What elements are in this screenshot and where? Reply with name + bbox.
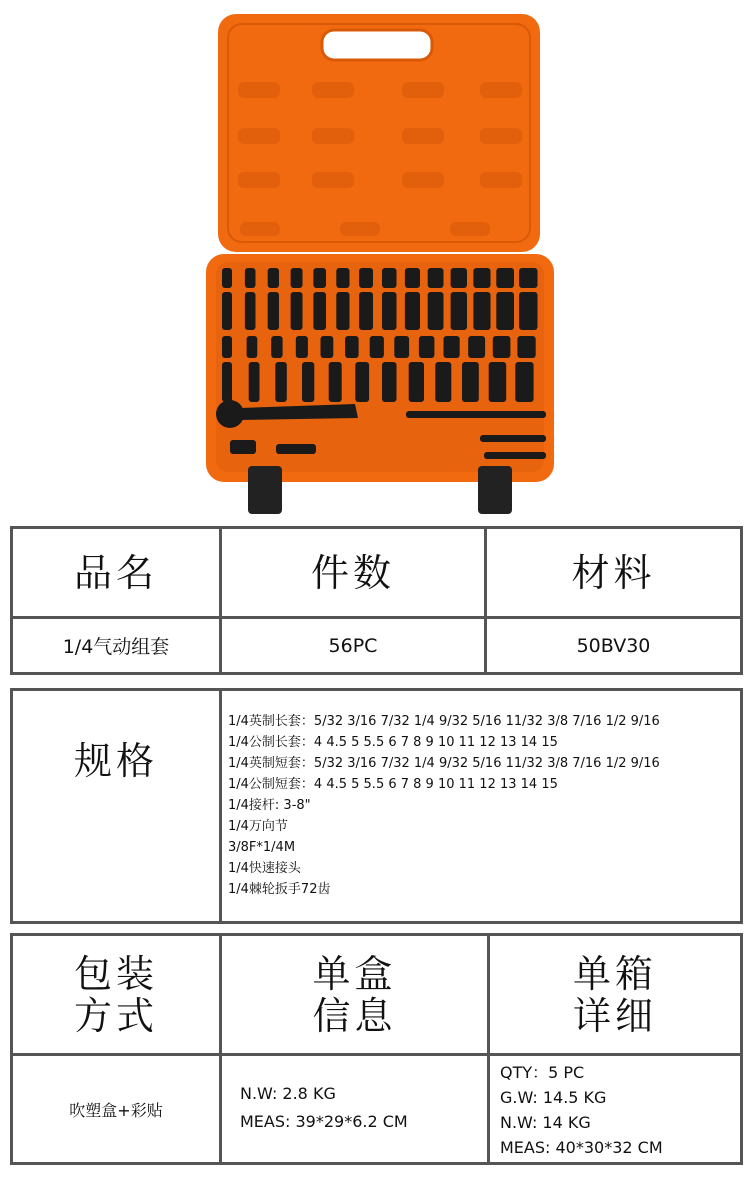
socket [382,362,397,402]
socket [268,292,279,330]
socket [382,292,397,330]
socket [405,268,420,288]
socket [359,292,373,330]
socket [444,336,460,358]
spec-line: 1/4公制短套：4 4.5 5 5.5 6 7 8 9 10 11 12 13 14 15 [228,777,558,792]
socket [473,268,490,288]
spec-line: 1/4公制长套：4 4.5 5 5.5 6 7 8 9 10 11 12 13 14 15 [228,735,558,750]
socket [222,362,232,402]
header-quantity: 件数 [310,550,395,595]
socket [428,268,444,288]
socket [435,362,451,402]
socket [370,336,384,358]
value-material: 50BV30 [576,634,651,657]
socket [405,292,420,330]
socket [451,292,467,330]
value-product-name: 1/4气动组套 [62,636,170,658]
value-carton-info: QTY：5 PC G.W: 14.5 KG N.W: 14 KG MEAS: 40*30*32 CM [500,1063,663,1157]
socket [313,292,326,330]
socket [493,336,511,358]
socket [329,362,342,402]
spec-line: 1/4万向节 [228,819,288,834]
socket [451,268,467,288]
socket [496,268,514,288]
socket [345,336,359,358]
header-carton-info: 单箱 详细 [572,951,657,1038]
socket [302,362,314,402]
socket [468,336,485,358]
socket [489,362,507,402]
socket [249,362,260,402]
spec-line: 1/4英制短套：5/32 3/16 7/32 1/4 9/32 5/16 11/32 3/8 7/16 1/2 9/16 [228,756,660,771]
spec-line: 1/4英制长套：5/32 3/16 7/32 1/4 9/32 5/16 11/32 3/8 7/16 1/2 9/16 [228,714,660,729]
socket [462,362,479,402]
header-spec: 规格 [73,739,158,783]
socket [268,268,279,288]
product-photo [0,0,750,520]
socket [517,336,535,358]
socket [313,268,326,288]
socket [291,292,303,330]
socket [519,268,537,288]
spec-line: 1/4棘轮扳手72齿 [228,882,331,897]
socket [222,292,232,330]
socket [321,336,334,358]
value-quantity: 56PC [328,634,378,657]
socket [275,362,287,402]
socket [271,336,282,358]
socket [496,292,514,330]
socket [409,362,424,402]
socket [222,268,232,288]
socket [382,268,397,288]
socket [247,336,258,358]
spec-line: 3/8F*1/4M [228,840,296,855]
socket [336,292,349,330]
value-packaging: 吹塑盒+彩贴 [69,1100,163,1120]
spec-line: 1/4快速接头 [228,861,301,876]
socket [245,268,256,288]
socket [359,268,373,288]
socket [355,362,369,402]
socket [473,292,490,330]
socket [519,292,537,330]
socket [336,268,349,288]
socket [291,268,303,288]
socket [222,336,232,358]
socket [245,292,256,330]
socket [394,336,409,358]
spec-line: 1/4接杆: 3-8" [228,798,311,813]
socket [296,336,308,358]
value-box-info: N.W: 2.8 KG MEAS: 39*29*6.2 CM [240,1084,408,1131]
socket [428,292,444,330]
header-product-name: 品名 [73,550,158,595]
socket [515,362,533,402]
socket [419,336,435,358]
spec-list [228,711,738,911]
header-box-info: 单盒 信息 [312,951,397,1038]
header-packaging: 包装 方式 [73,951,158,1038]
header-material: 材料 [571,550,656,595]
